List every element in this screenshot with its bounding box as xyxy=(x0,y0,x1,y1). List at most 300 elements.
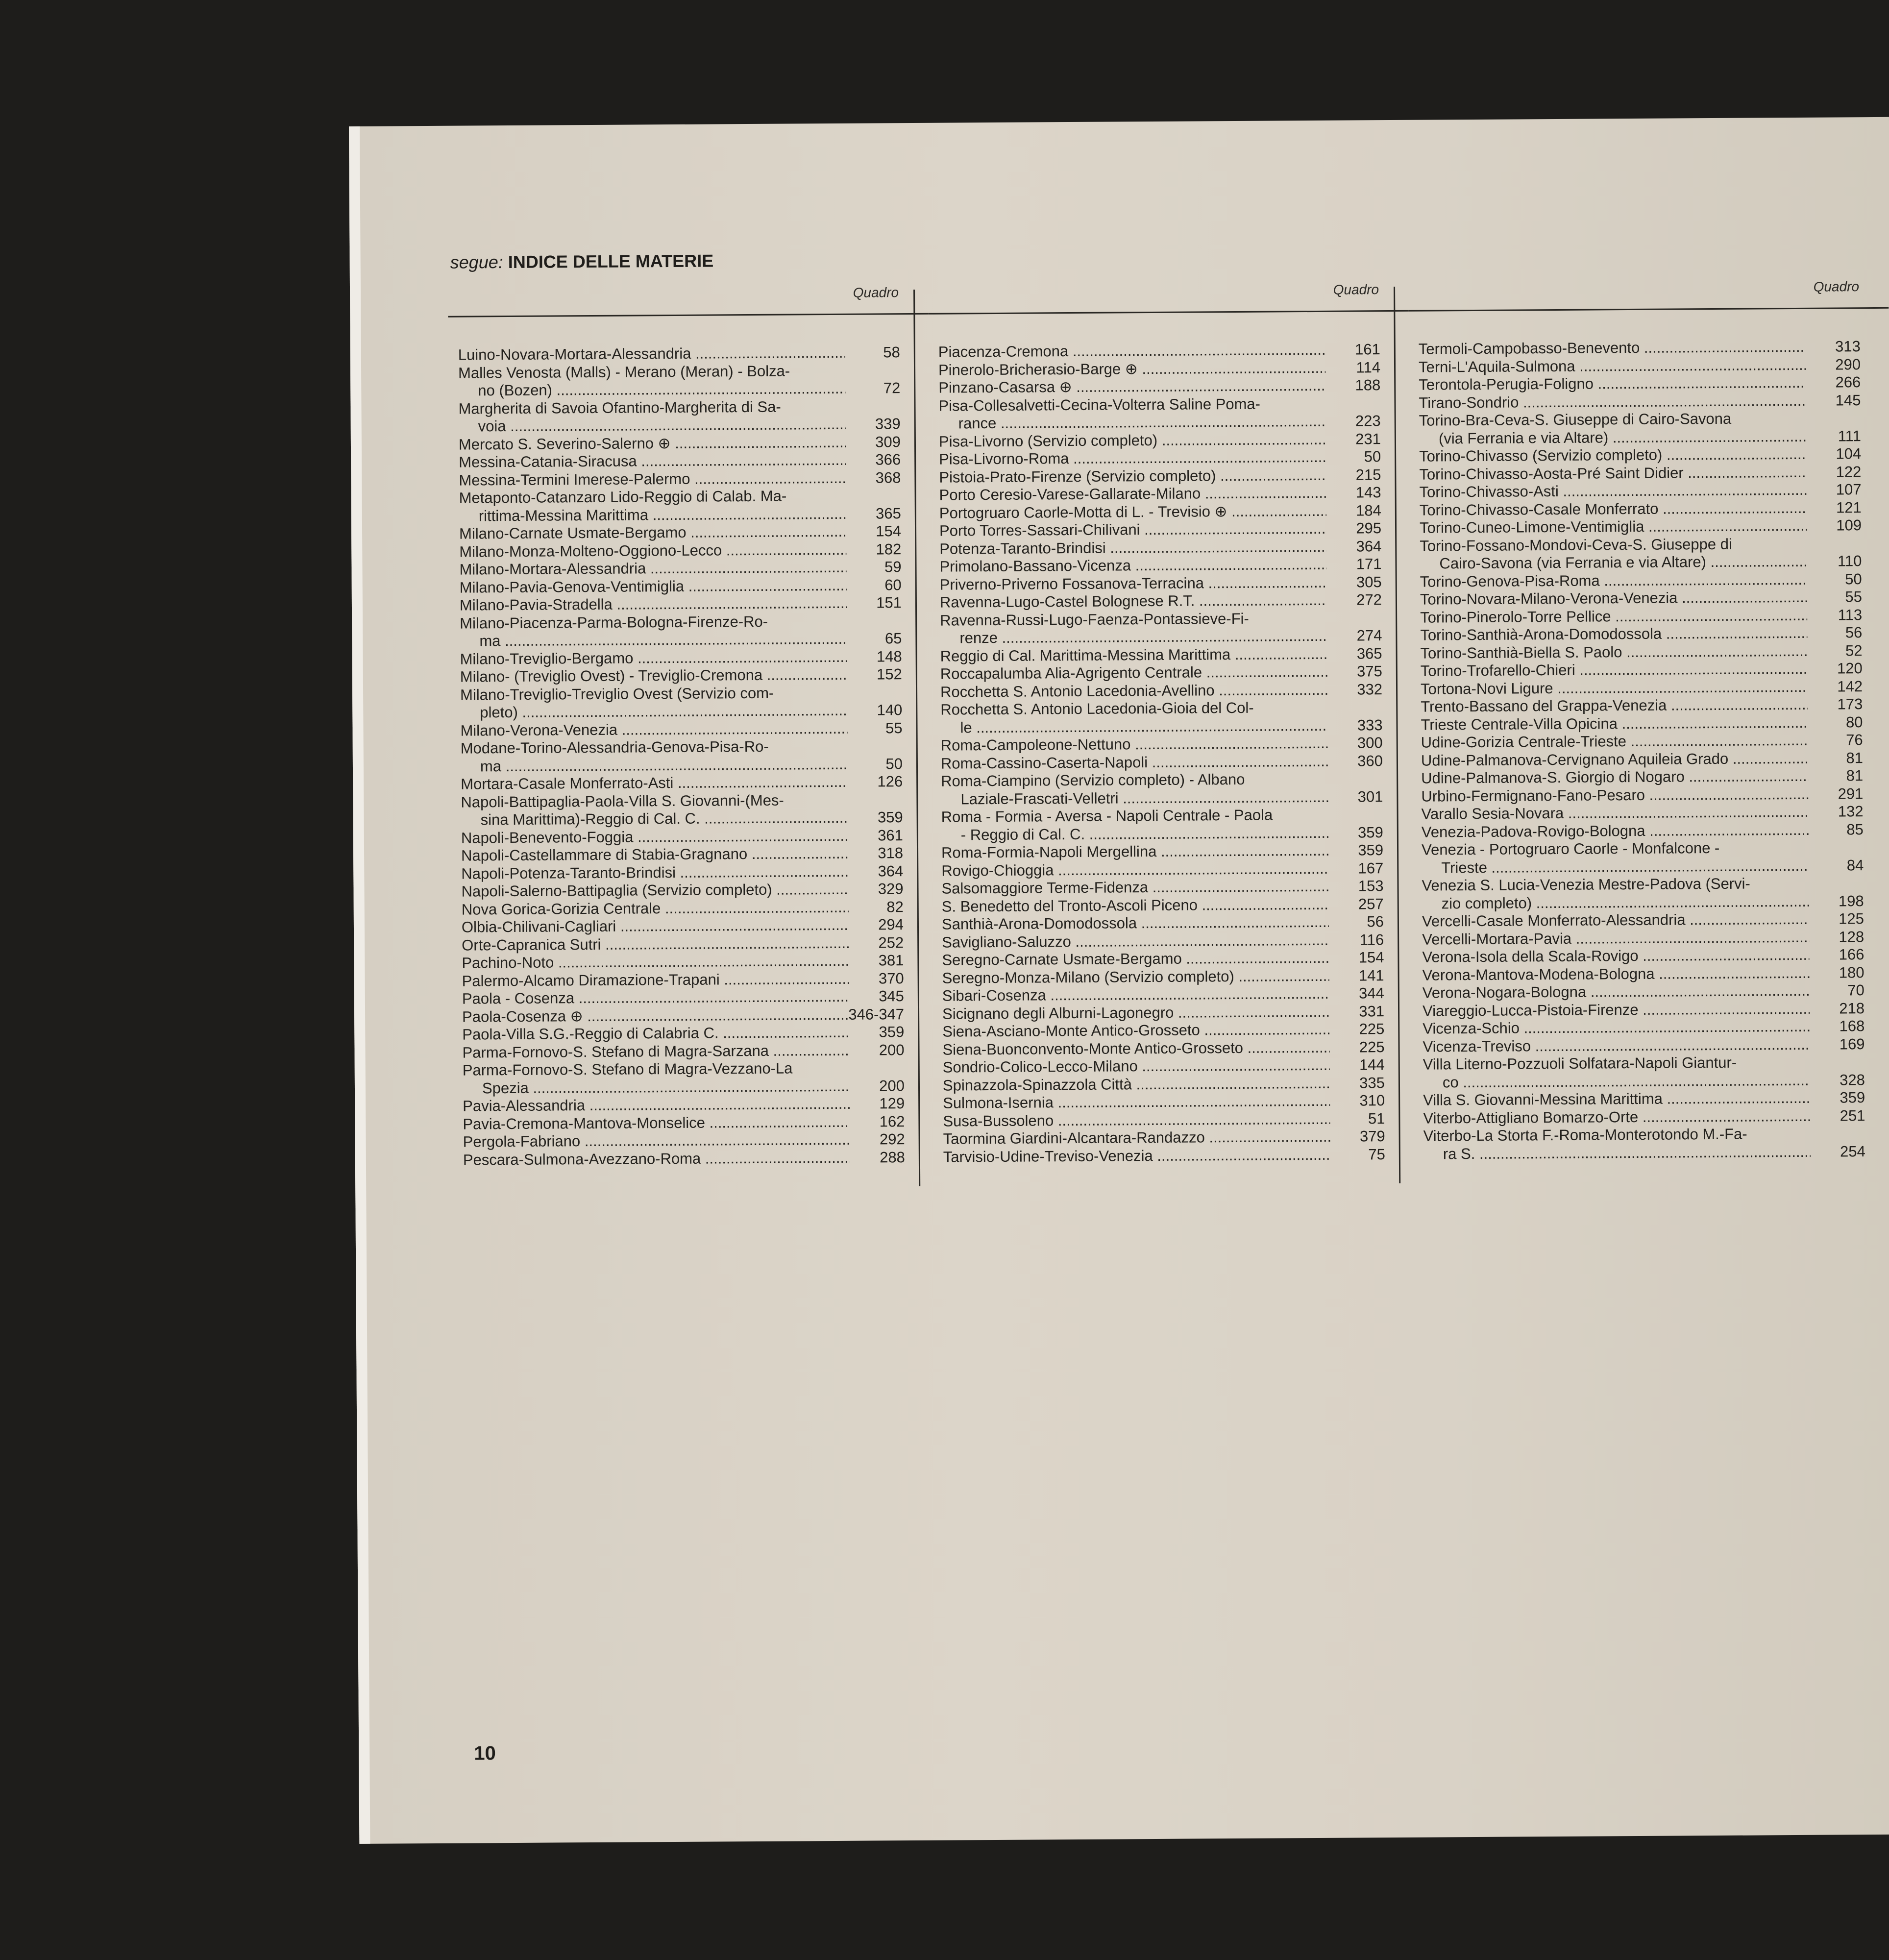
index-entry xyxy=(942,1020,1388,1041)
entry-quadro-number: 143 xyxy=(1355,484,1381,501)
entry-text: Varallo Sesia-Novara ..... xyxy=(1422,803,1809,823)
entry-text: Torino-Chivasso-Aosta-Pré Saint Didier ..... xyxy=(1419,463,1806,483)
entry-quadro-number: 335 xyxy=(1359,1074,1385,1091)
entry-text: Nova Gorica-Gorizia Centrale ..... xyxy=(462,898,849,918)
entry-text: Pavia-Cremona-Mantova-Monselice ..... xyxy=(463,1113,850,1133)
entry-quadro-number: 50 xyxy=(1845,570,1862,588)
entry-quadro-number: 218 xyxy=(1839,999,1865,1017)
index-entry xyxy=(463,1130,909,1151)
entry-text: Olbia-Chilivani-Cagliari ..... xyxy=(462,916,849,936)
entry-quadro-number: 328 xyxy=(1840,1071,1865,1088)
index-entry xyxy=(1421,749,1867,770)
entry-text: Pisa-Collesalvetti-Cecina-Volterra Saline Poma- xyxy=(938,395,1261,415)
page-header xyxy=(450,250,714,272)
entry-text: Milano-Piacenza-Parma-Bologna-Firenze-Ro- xyxy=(460,612,768,632)
entry-text: renze ..... xyxy=(940,627,1327,647)
index-entry xyxy=(1419,338,1864,358)
entry-quadro-number: 379 xyxy=(1359,1127,1385,1145)
entry-text: Villa S. Giovanni-Messina Marittima ..... xyxy=(1423,1089,1810,1109)
index-entry xyxy=(1420,588,1866,609)
header-rule xyxy=(928,310,1408,315)
entry-quadro-number: 151 xyxy=(876,594,902,612)
entry-text: Napoli-Salerno-Battipaglia (Servizio completo) ..... xyxy=(461,881,848,901)
entry-quadro-number: 173 xyxy=(1837,695,1863,713)
entry-quadro-number: 121 xyxy=(1836,498,1862,516)
index-entry xyxy=(1423,1089,1869,1109)
index-entry xyxy=(460,594,906,614)
entry-quadro-number: 55 xyxy=(885,719,903,736)
entry-text: Seregno-Carnate Usmate-Bergamo ..... xyxy=(942,949,1329,969)
index-entry xyxy=(939,448,1385,468)
entry-text: Roma-Campoleone-Nettuno ..... xyxy=(941,735,1328,755)
index-entry xyxy=(939,466,1385,487)
entry-text: Roma-Cassino-Caserta-Napoli ..... xyxy=(941,752,1328,772)
entry-text: Pavia-Alessandria ..... xyxy=(463,1095,850,1115)
entry-text: Metaponto-Catanzaro Lido-Reggio di Calab. Ma- xyxy=(459,487,787,507)
index-entry xyxy=(941,770,1387,808)
entry-quadro-number: 295 xyxy=(1356,519,1382,537)
entry-quadro-number: 344 xyxy=(1359,984,1384,1002)
entry-text: Terontola-Perugia-Foligno ..... xyxy=(1419,374,1806,394)
entry-text: Torino-Chivasso-Casale Monferrato ..... xyxy=(1420,499,1807,519)
entry-text: Urbino-Fermignano-Fano-Pesaro ..... xyxy=(1421,785,1808,805)
entry-text: Modane-Torino-Alessandria-Genova-Pisa-Ro- xyxy=(460,737,769,757)
index-entry xyxy=(1423,1107,1869,1127)
entry-text: Vercelli-Casale Monferrato-Alessandria ..... xyxy=(1422,910,1809,931)
entry-text: - Reggio di Cal. C. ..... xyxy=(941,824,1328,844)
entry-quadro-number: 252 xyxy=(878,933,904,951)
entry-text: Piacenza-Cremona ..... xyxy=(938,341,1325,361)
entry-quadro-number: 225 xyxy=(1359,1020,1385,1038)
index-entry xyxy=(461,844,907,865)
header-title: INDICE DELLE MATERIE xyxy=(508,250,714,272)
entry-quadro-number: 332 xyxy=(1357,680,1383,698)
index-entry xyxy=(941,734,1387,755)
index-entry xyxy=(460,665,906,686)
entry-text: co ..... xyxy=(1423,1071,1810,1091)
entry-quadro-number: 254 xyxy=(1840,1142,1865,1160)
entry-text: Ravenna-Russi-Lugo-Faenza-Pontassieve-Fi- xyxy=(940,610,1249,629)
entry-quadro-number: 70 xyxy=(1847,981,1864,999)
index-entry xyxy=(463,1095,908,1115)
index-entry xyxy=(940,573,1386,594)
entry-text: Torino-Novara-Milano-Verona-Venezia ..... xyxy=(1420,588,1807,609)
entry-text: Viareggio-Lucca-Pistoia-Firenze ..... xyxy=(1423,1000,1810,1020)
quadro-header: Quadro xyxy=(1813,279,1860,294)
entry-text: Paola-Cosenza ⊕ ..... xyxy=(462,1005,849,1026)
index-entry xyxy=(459,540,905,561)
entry-text: Paola - Cosenza ..... xyxy=(462,988,849,1008)
page-spine-edge xyxy=(349,126,370,1844)
index-entry xyxy=(461,880,907,901)
index-entry xyxy=(938,341,1384,361)
index-entry xyxy=(1422,821,1867,841)
entry-quadro-number: 153 xyxy=(1358,877,1384,895)
entry-quadro-number: 142 xyxy=(1837,677,1863,695)
entry-text: Susa-Bussoleno ..... xyxy=(943,1110,1330,1130)
index-entry xyxy=(462,970,908,990)
entry-quadro-number: 85 xyxy=(1846,820,1864,838)
index-entry xyxy=(943,1146,1389,1166)
entry-quadro-number: 58 xyxy=(883,343,900,361)
entry-quadro-number: 300 xyxy=(1357,734,1383,752)
entry-text: Milano-Pavia-Genova-Ventimiglia ..... xyxy=(460,576,847,596)
entry-quadro-number: 161 xyxy=(1354,341,1380,358)
entry-text: Priverno-Priverno Fossanova-Terracina ..... xyxy=(940,573,1327,593)
entry-text: Milano-Pavia-Stradella ..... xyxy=(460,594,847,614)
entry-text: Parma-Fornovo-S. Stefano di Magra-Sarzana ..... xyxy=(462,1041,849,1061)
index-entry xyxy=(1419,445,1865,466)
entry-quadro-number: 167 xyxy=(1358,859,1384,877)
entry-text: Tirano-Sondrio ..... xyxy=(1419,392,1806,412)
index-entry xyxy=(941,752,1387,773)
entry-text: Termoli-Campobasso-Benevento ..... xyxy=(1419,338,1806,358)
entry-quadro-number: 128 xyxy=(1839,928,1864,945)
index-entry xyxy=(459,433,905,454)
entry-quadro-number: 166 xyxy=(1839,946,1864,963)
entry-quadro-number: 223 xyxy=(1355,412,1381,430)
index-entry xyxy=(1419,392,1864,412)
entry-text: Verona-Mantova-Modena-Bologna ..... xyxy=(1423,964,1810,984)
entry-quadro-number: 368 xyxy=(875,468,901,486)
entry-text: Villa Literno-Pozzuoli Solfatara-Napoli Giantur- xyxy=(1423,1054,1737,1073)
entry-text: Pinzano-Casarsa ⊕ ..... xyxy=(938,377,1325,397)
index-entry xyxy=(462,898,908,919)
entry-text: Viterbo-La Storta F.-Roma-Monterotondo M.-Fa- xyxy=(1423,1125,1747,1145)
index-entry xyxy=(459,522,905,543)
index-entry xyxy=(939,484,1385,504)
entry-quadro-number: 152 xyxy=(877,665,902,683)
entry-text: Spinazzola-Spinazzola Città ..... xyxy=(943,1074,1330,1094)
entry-text: Udine-Palmanova-Cervignano Aquileia Grado ..... xyxy=(1421,749,1808,769)
index-entry xyxy=(461,791,907,830)
index-entry xyxy=(1421,731,1867,752)
index-entry xyxy=(1422,910,1868,931)
entry-text: Luino-Novara-Mortara-Alessandria ..... xyxy=(458,344,845,364)
entry-text: Napoli-Potenza-Taranto-Brindisi ..... xyxy=(461,862,848,882)
entry-text: Milano-Treviglio-Bergamo ..... xyxy=(460,648,847,668)
entry-text: Venezia-Padova-Rovigo-Bologna ..... xyxy=(1422,821,1809,841)
index-entry xyxy=(941,859,1387,880)
entry-text: Sulmona-Isernia ..... xyxy=(943,1092,1330,1112)
entry-text: Torino-Genova-Pisa-Roma ..... xyxy=(1420,570,1807,590)
entry-quadro-number: 346-347 xyxy=(848,1005,905,1023)
index-entry xyxy=(943,1127,1389,1148)
entry-quadro-number: 364 xyxy=(878,862,904,880)
index-entry xyxy=(942,949,1388,969)
index-entry xyxy=(939,538,1385,558)
entry-text: Sondrio-Colico-Lecco-Milano ..... xyxy=(943,1056,1330,1077)
entry-text: Torino-Chivasso-Asti ..... xyxy=(1419,481,1806,501)
entry-text: Rocchetta S. Antonio Lacedonia-Avellino ..... xyxy=(940,681,1327,701)
entry-text: Udine-Gorizia Centrale-Trieste ..... xyxy=(1421,732,1808,752)
entry-text: Reggio di Cal. Marittima-Messina Marittima ..... xyxy=(940,645,1327,665)
entry-text: Pistoia-Prato-Firenze (Servizio completo) ..... xyxy=(939,466,1326,486)
entry-text: Porto Torres-Sassari-Chilivani ..... xyxy=(939,520,1326,540)
header-rule xyxy=(1408,307,1889,312)
index-entry xyxy=(1421,660,1866,680)
index-entry xyxy=(1422,928,1868,949)
index-entry xyxy=(1421,678,1866,698)
entry-text: Tortona-Novi Ligure ..... xyxy=(1421,678,1808,698)
index-entry xyxy=(462,987,908,1008)
entry-quadro-number: 110 xyxy=(1837,552,1862,570)
index-entry xyxy=(462,934,908,955)
index-entry xyxy=(458,343,904,364)
column-divider xyxy=(1394,287,1400,1183)
entry-text: ma ..... xyxy=(460,630,847,650)
entry-text: Cairo-Savona (via Ferrania e via Altare) ..... xyxy=(1420,553,1807,573)
index-entry xyxy=(939,430,1385,451)
entry-quadro-number: 141 xyxy=(1358,966,1384,984)
entry-text: Tarvisio-Udine-Treviso-Venezia ..... xyxy=(943,1146,1330,1166)
index-entry xyxy=(1421,713,1866,734)
entry-text: Trieste Centrale-Villa Opicina ..... xyxy=(1421,713,1808,734)
index-entry xyxy=(1423,1053,1869,1092)
entry-quadro-number: 381 xyxy=(878,952,904,969)
entry-quadro-number: 365 xyxy=(1356,644,1382,662)
index-entry xyxy=(940,681,1386,701)
entry-quadro-number: 59 xyxy=(884,558,902,576)
entry-text: Torino-Fossano-Mondovi-Ceva-S. Giuseppe di xyxy=(1420,535,1732,555)
entry-text: voia ..... xyxy=(459,416,846,436)
entry-quadro-number: 82 xyxy=(886,898,904,915)
entry-text: Palermo-Alcamo Diramazione-Trapani ..... xyxy=(462,970,849,990)
entry-quadro-number: 113 xyxy=(1838,606,1863,623)
entry-quadro-number: 360 xyxy=(1357,752,1383,769)
entry-text: Santhià-Arona-Domodossola ..... xyxy=(942,913,1329,933)
index-entry xyxy=(458,362,904,400)
entry-text: Taormina Giardini-Alcantara-Randazzo ..... xyxy=(943,1128,1330,1148)
entry-quadro-number: 132 xyxy=(1838,803,1864,820)
entry-text: Malles Venosta (Malls) - Merano (Meran) - Bolza- xyxy=(458,362,790,382)
index-entry xyxy=(943,1074,1389,1095)
header-rule xyxy=(448,313,928,318)
index-entry xyxy=(460,719,906,740)
entry-text: rittima-Messina Marittima ..... xyxy=(459,505,846,525)
entry-text: ma ..... xyxy=(461,755,848,775)
entry-text: no (Bozen) ..... xyxy=(458,380,845,400)
index-entry xyxy=(458,397,904,436)
entry-quadro-number: 370 xyxy=(878,969,904,987)
entry-quadro-number: 111 xyxy=(1838,427,1862,444)
entry-quadro-number: 375 xyxy=(1356,662,1382,680)
index-entry xyxy=(1419,409,1865,448)
quadro-header: Quadro xyxy=(853,285,899,300)
entry-text: Verona-Nogara-Bologna ..... xyxy=(1423,982,1810,1002)
entry-quadro-number: 81 xyxy=(1846,767,1864,784)
entry-quadro-number: 365 xyxy=(876,504,901,522)
index-entry xyxy=(939,555,1385,576)
entry-text: Primolano-Bassano-Vicenza ..... xyxy=(939,556,1326,576)
index-column-1 xyxy=(448,285,909,1233)
entry-quadro-number: 329 xyxy=(878,880,904,898)
entry-quadro-number: 75 xyxy=(1368,1145,1385,1163)
entry-quadro-number: 361 xyxy=(878,826,903,844)
index-entry xyxy=(1420,535,1865,573)
index-entry xyxy=(1421,695,1866,716)
page-number: 10 xyxy=(474,1742,496,1764)
entry-quadro-number: 225 xyxy=(1359,1038,1385,1055)
entry-text: rance ..... xyxy=(939,413,1326,433)
entry-quadro-number: 318 xyxy=(878,844,904,862)
index-entry xyxy=(1422,803,1867,823)
entry-text: Viterbo-Attigliano Bomarzo-Orte ..... xyxy=(1423,1107,1810,1127)
index-entry xyxy=(463,1059,908,1098)
index-entry xyxy=(1419,356,1864,376)
index-entry xyxy=(1421,785,1867,806)
entry-quadro-number: 52 xyxy=(1845,641,1863,659)
index-entry xyxy=(938,376,1384,397)
entry-quadro-number: 154 xyxy=(1358,949,1384,966)
entry-quadro-number: 266 xyxy=(1835,373,1861,391)
index-entry xyxy=(459,451,905,471)
entry-text: Rocchetta S. Antonio Lacedonia-Gioia del Col- xyxy=(940,699,1254,718)
document-page xyxy=(349,117,1889,1844)
entry-quadro-number: 366 xyxy=(875,451,901,468)
index-entry xyxy=(938,359,1384,379)
index-entry xyxy=(462,1041,908,1062)
entry-text: sina Marittima)-Reggio di Cal. C. ..... xyxy=(461,809,848,829)
index-entry xyxy=(463,1113,908,1133)
entry-quadro-number: 198 xyxy=(1838,892,1864,909)
entry-text: Pachino-Noto ..... xyxy=(462,952,849,972)
entry-text: Spezia ..... xyxy=(463,1077,850,1097)
entry-quadro-number: 109 xyxy=(1836,516,1862,534)
index-entry xyxy=(1421,767,1867,787)
entry-text: Roma-Ciampino (Servizio completo) - Albano xyxy=(941,770,1245,790)
index-entry xyxy=(1423,1035,1868,1056)
entry-text: Napoli-Benevento-Foggia ..... xyxy=(461,827,848,847)
entry-text: Vicenza-Treviso ..... xyxy=(1423,1035,1810,1055)
entry-text: zio completo) ..... xyxy=(1422,892,1809,912)
index-entry xyxy=(939,519,1385,540)
entry-quadro-number: 122 xyxy=(1836,463,1862,480)
index-entry xyxy=(1423,964,1868,984)
entry-text: Milano-Carnate Usmate-Bergamo ..... xyxy=(459,523,846,543)
index-entry xyxy=(1419,481,1865,501)
entry-quadro-number: 305 xyxy=(1356,573,1382,590)
entry-text: Milano-Verona-Venezia ..... xyxy=(460,719,847,739)
entry-quadro-number: 294 xyxy=(878,916,904,933)
index-entry xyxy=(1420,570,1866,591)
entry-text: S. Benedetto del Tronto-Ascoli Piceno ..... xyxy=(942,895,1329,915)
quadro-header: Quadro xyxy=(1333,282,1379,297)
entry-quadro-number: 215 xyxy=(1355,466,1381,483)
index-entry xyxy=(462,952,908,972)
entry-quadro-number: 274 xyxy=(1356,627,1382,644)
entry-text: Pergola-Fabriano ..... xyxy=(463,1131,850,1151)
entry-quadro-number: 180 xyxy=(1839,963,1864,981)
index-entry xyxy=(942,967,1388,987)
entry-text: Mortara-Casale Monferrato-Asti ..... xyxy=(461,773,848,793)
entry-text: Messina-Termini Imerese-Palermo ..... xyxy=(459,469,846,489)
entry-quadro-number: 129 xyxy=(879,1095,905,1112)
entry-text: Torino-Chivasso (Servizio completo) ..... xyxy=(1419,445,1806,466)
entry-text: Pisa-Livorno-Roma ..... xyxy=(939,448,1326,468)
entry-text: Pinerolo-Bricherasio-Barge ⊕ ..... xyxy=(938,359,1325,379)
index-entry xyxy=(1419,463,1865,484)
entry-text: Parma-Fornovo-S. Stefano di Magra-Vezzano-La xyxy=(462,1059,793,1079)
entry-quadro-number: 51 xyxy=(1368,1109,1385,1127)
index-entry xyxy=(942,895,1388,916)
entry-text: Torino-Bra-Ceva-S. Giuseppe di Cairo-Savona xyxy=(1419,410,1732,429)
entry-quadro-number: 169 xyxy=(1839,1035,1865,1053)
entry-quadro-number: 309 xyxy=(875,433,901,450)
entry-quadro-number: 331 xyxy=(1359,1002,1385,1020)
entry-quadro-number: 200 xyxy=(879,1077,905,1094)
index-entry xyxy=(1423,1000,1868,1020)
index-entry xyxy=(459,469,905,490)
entry-quadro-number: 290 xyxy=(1835,355,1861,373)
index-column-3 xyxy=(1408,279,1870,1227)
entry-text: Porto Ceresio-Varese-Gallarate-Milano ..... xyxy=(939,484,1326,504)
entry-quadro-number: 251 xyxy=(1840,1106,1865,1124)
entry-quadro-number: 125 xyxy=(1839,910,1864,928)
index-entry xyxy=(1422,946,1868,966)
entry-text: Sibari-Cosenza ..... xyxy=(942,985,1329,1005)
index-entry xyxy=(941,877,1387,898)
entry-quadro-number: 72 xyxy=(883,379,901,397)
index-list xyxy=(938,341,1389,1166)
index-entry xyxy=(940,698,1386,737)
entry-text: Paola-Villa S.G.-Reggio di Calabria C. ..... xyxy=(462,1024,849,1044)
entry-quadro-number: 313 xyxy=(1835,338,1861,355)
index-entry xyxy=(1423,981,1868,1002)
index-entry xyxy=(943,1092,1389,1112)
entry-text: Verona-Isola della Scala-Rovigo ..... xyxy=(1422,946,1809,966)
entry-quadro-number: 84 xyxy=(1846,856,1864,874)
entry-text: Milano-Mortara-Alessandria ..... xyxy=(459,559,846,579)
entry-text: Torino-Santhià-Biella S. Paolo ..... xyxy=(1420,642,1807,662)
index-entry xyxy=(942,931,1388,952)
index-entry xyxy=(1422,838,1867,877)
entry-text: Trento-Bassano del Grappa-Venezia ..... xyxy=(1421,696,1808,716)
entry-quadro-number: 80 xyxy=(1845,713,1863,731)
entry-text: Mercato S. Severino-Salerno ⊕ ..... xyxy=(459,433,846,453)
entry-quadro-number: 359 xyxy=(879,1023,905,1041)
entry-text: Venezia - Portogruaro Caorle - Monfalcone - xyxy=(1421,839,1720,858)
entry-text: Pescara-Sulmona-Avezzano-Roma ..... xyxy=(463,1149,850,1169)
entry-quadro-number: 140 xyxy=(877,701,903,719)
entry-text: Ravenna-Lugo-Castel Bolognese R.T. ..... xyxy=(940,591,1327,612)
column-divider xyxy=(913,290,920,1186)
entry-text: Milano-Treviglio-Treviglio Ovest (Servizio com- xyxy=(460,684,774,704)
entry-text: Siena-Asciano-Monte Antico-Grosseto ..... xyxy=(942,1021,1329,1041)
entry-text: Pisa-Livorno (Servizio completo) ..... xyxy=(939,430,1326,450)
entry-quadro-number: 76 xyxy=(1846,731,1863,749)
entry-quadro-number: 301 xyxy=(1357,787,1383,805)
index-entry xyxy=(459,558,905,579)
entry-quadro-number: 310 xyxy=(1359,1092,1385,1109)
entry-text: Salsomaggiore Terme-Fidenza ..... xyxy=(941,878,1328,898)
entry-quadro-number: 55 xyxy=(1845,588,1863,606)
index-entry xyxy=(939,502,1385,522)
index-entry xyxy=(1420,624,1866,644)
index-entry xyxy=(1422,874,1867,913)
index-entry xyxy=(460,684,906,722)
entry-quadro-number: 333 xyxy=(1357,716,1383,734)
entry-text: Sicignano degli Alburni-Lagonegro ..... xyxy=(942,1003,1329,1023)
entry-text: ra S. ..... xyxy=(1423,1143,1811,1163)
entry-text: Orte-Capranica Sutri ..... xyxy=(462,934,849,954)
entry-text: Portogruaro Caorle-Motta di L. - Trevisio ⊕ ..... xyxy=(939,502,1326,522)
index-entry xyxy=(461,773,907,793)
entry-quadro-number: 120 xyxy=(1837,660,1863,677)
entry-quadro-number: 56 xyxy=(1367,913,1384,931)
entry-text: le ..... xyxy=(940,716,1327,736)
index-entry xyxy=(940,662,1386,683)
